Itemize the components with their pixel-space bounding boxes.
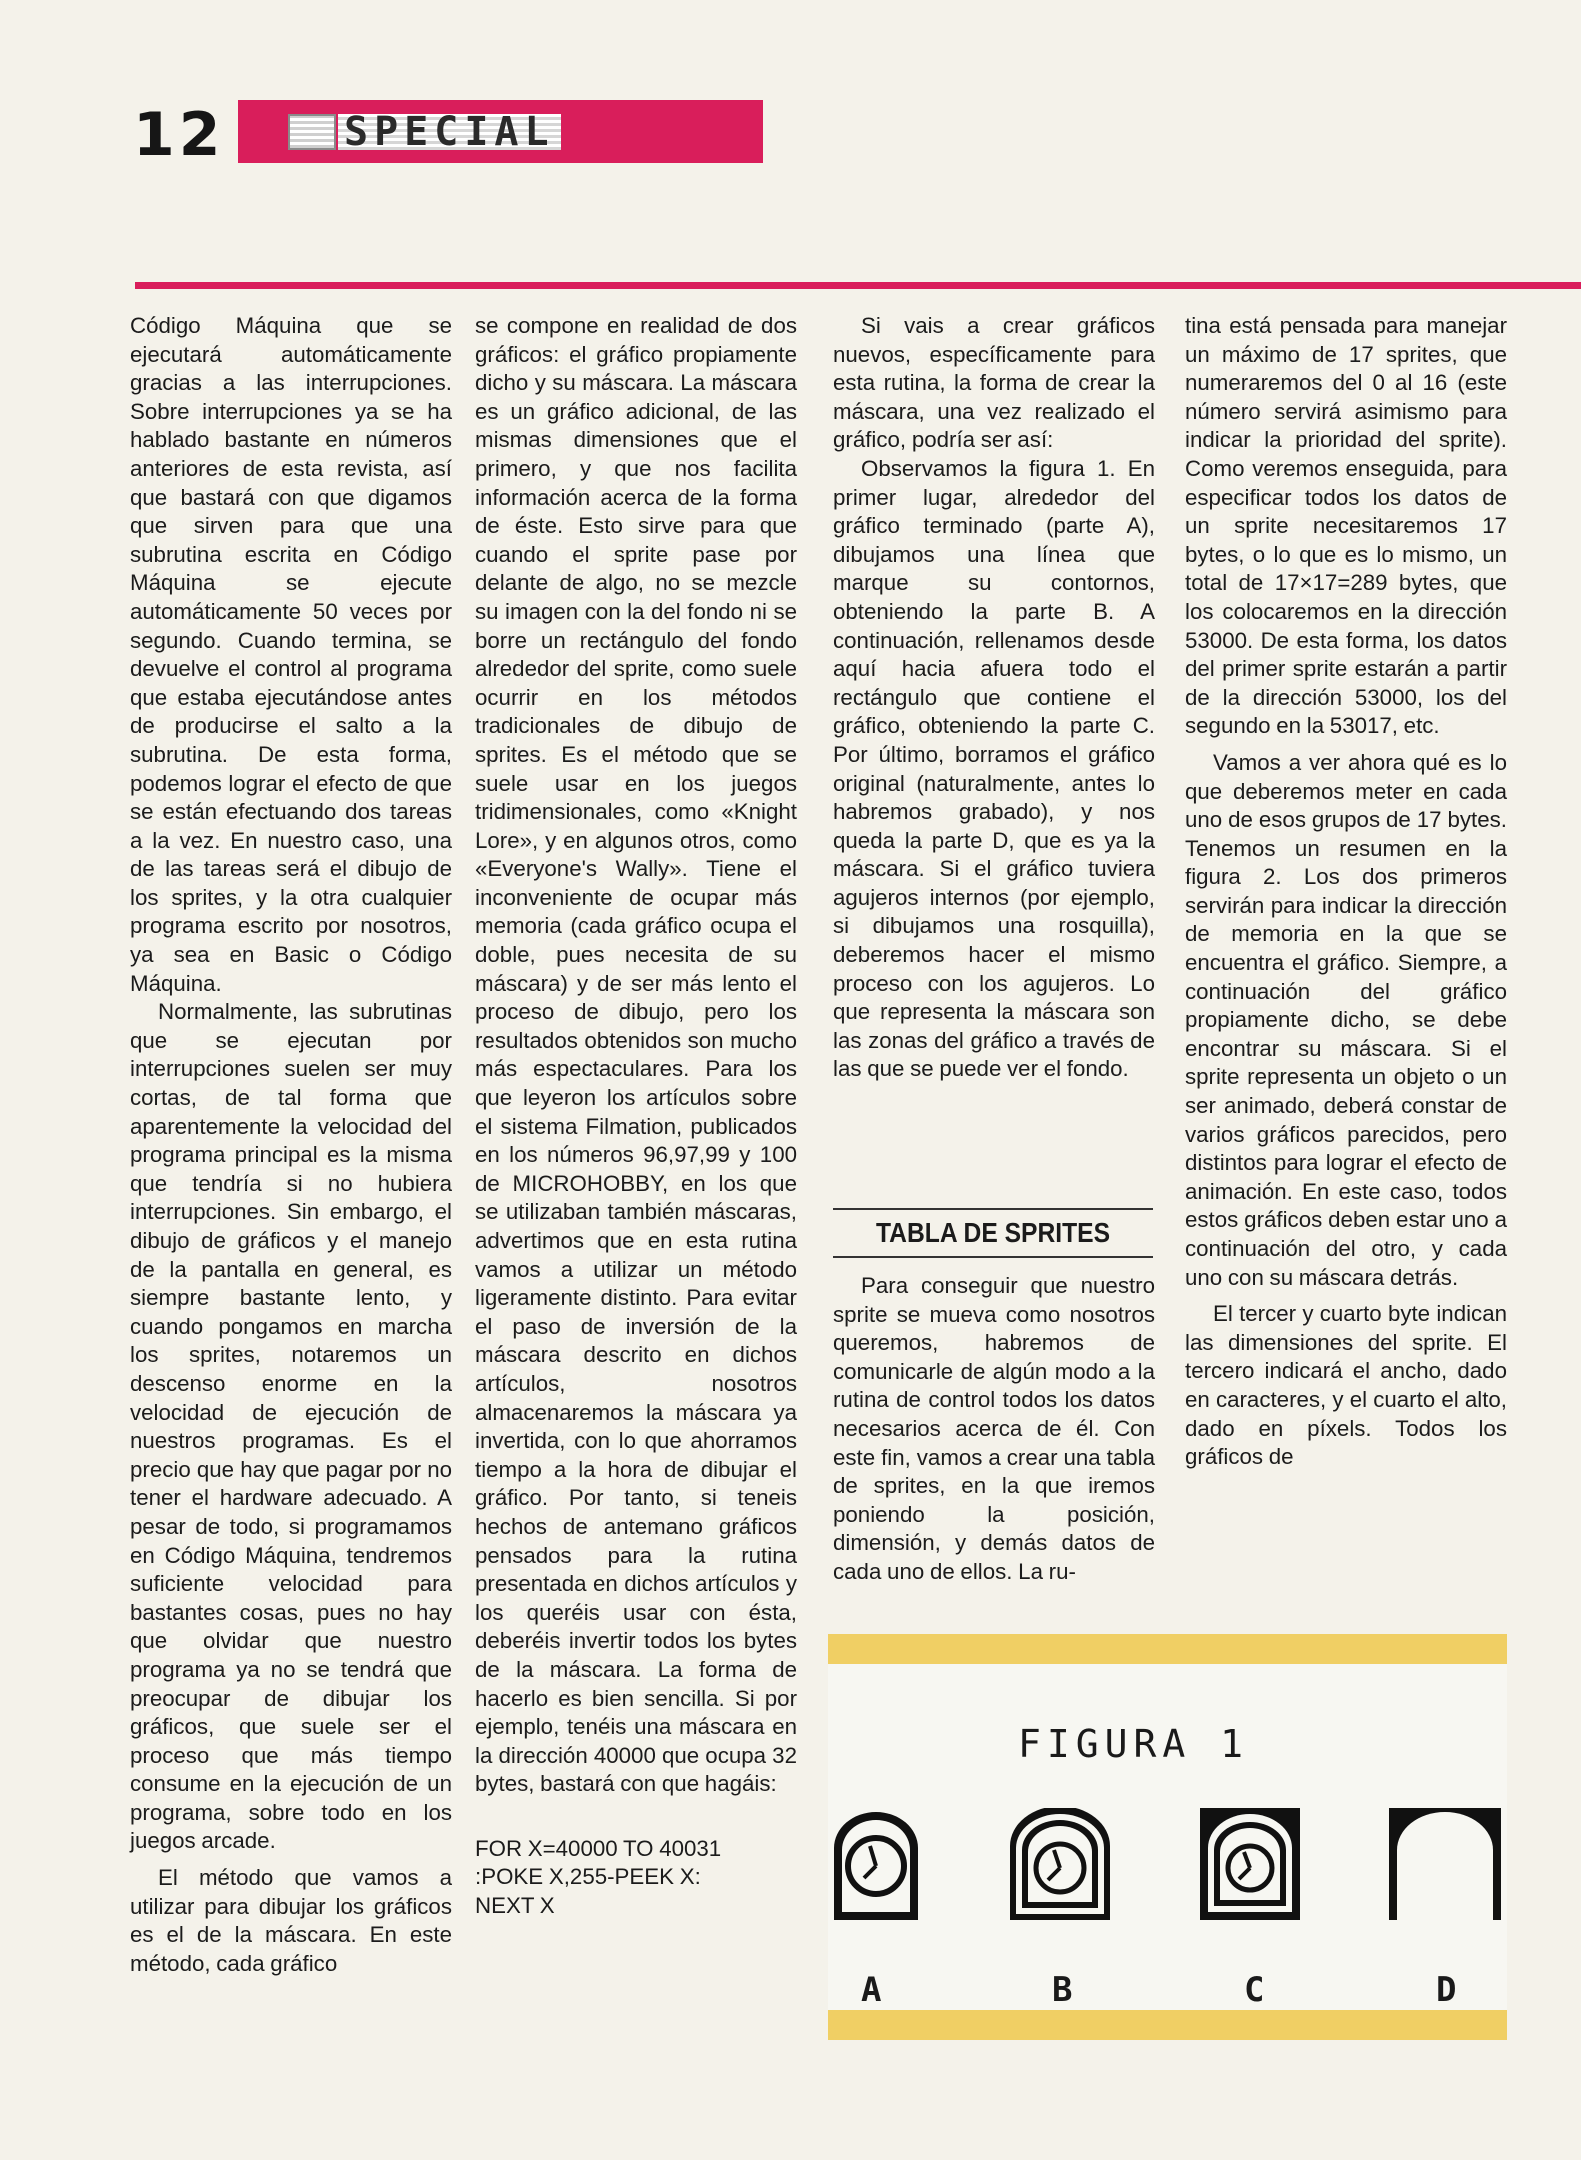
figure-1 xyxy=(828,1634,1507,2040)
paragraph: El tercer y cuarto byte indican las dimensiones del sprite. El tercero indicará el ancho, dado en caracteres, y el cuarto el alto, dado en píxels. Todos los gráficos de xyxy=(1185,1301,1507,1470)
figure-label-a: A xyxy=(861,1970,882,2010)
banner-swatch xyxy=(288,114,336,150)
column-3 xyxy=(833,312,1155,1084)
figure-title: FIGURA 1 xyxy=(1018,1722,1250,1766)
paragraph: Observamos la figura 1. En primer lugar, alrededor del gráfico terminado (parte A), dibujamos una línea que marque su contornos, obteniendo la parte B. A continuación, rellenamos desde aquí hacia afuera todo el rectángulo que contiene el gráfico, obteniendo la parte C. Por último, borramos el gráfico original (naturalmente, antes lo habremos grabado), y nos queda la parte D, que es ya la máscara. Si el gráfico tuviera agujeros internos (por ejemplo, si dibujamos una rosquilla), deberemos hacer el mismo proceso con los agujeros. Lo que representa la máscara son las zonas del gráfico a través de las que se puede ver el fondo. xyxy=(833,455,1155,1082)
figure-label-b: B xyxy=(1052,1970,1073,2010)
column-3-continued xyxy=(833,1272,1155,1587)
figure-label-c: C xyxy=(1244,1970,1265,2010)
paragraph: se compone en realidad de dos gráficos: el gráfico propiamente dicho y su máscara. La máscara es un gráfico adicional, de las mismas dimensiones que el primero, y que nos facilita información acerca de la forma de éste. Esto sirve para que cuando el sprite pase por delante de algo, no se mezcle su imagen con la del fondo ni se borre un rectángulo del fondo alrededor del sprite, como suele ocurrir en los métodos tradicionales de dibujo de sprites. Es el método que se suele usar en los juegos tridimensionales, como «Knight Lore», y en algunos otros, como «Everyone's Wally». Tiene el inconveniente de ocupar más memoria (cada gráfico ocupa el doble, pues necesita de su máscara) y de ser más lento el proceso de dibujo, pero los resultados obtenidos son mucho más espectaculares. Para los que leyeron los artículos sobre el sistema Filmation, publicados en los números 96,97,99 y 100 de MICROHOBBY, en los que se utilizaban también máscaras, advertimos que en esta rutina vamos a utilizar un método ligeramente distinto. Para evitar el paso de inversión de la máscara descrito en dichos artículos, nosotros almacenaremos la máscara ya invertida, con lo que ahorramos tiempo a la hora de dibujar el gráfico. Por tanto, si teneis hechos de antemano gráficos pensados para la rutina presentada en dichos artículos y los queréis usar con ésta, deberéis invertir todos los bytes de la máscara. La forma de hacerlo es bien sencilla. Si por ejemplo, tenéis una máscara en la dirección 40000 que ocupa 32 bytes, bastará con que hagáis: xyxy=(475,313,797,1797)
column-1 xyxy=(130,312,452,1978)
sprite-d-mask-icon xyxy=(1389,1808,1501,1920)
section-banner xyxy=(238,100,763,163)
code-line: FOR X=40000 TO 40031 xyxy=(475,1835,722,1861)
paragraph: Vamos a ver ahora qué es lo que deberemos meter en cada uno de esos grupos de 17 bytes. Tenemos un resumen en la figura 2. Los dos primeros servirán para indicar la dirección de memoria en la que se encuentra el gráfico. Siempre, a continuación del gráfico propiamente dicho, se debe encontrar su máscara. Si el sprite representa un objeto o un ser animado, deberá constar de varios gráficos parecidos, pero distintos para lograr el efecto de animación. En este caso, todos estos gráficos deben estar uno a continuación del otro, y cada uno con su máscara detrás. xyxy=(1185,749,1507,1290)
sprite-c-filled-clock-icon xyxy=(1200,1808,1300,1920)
paragraph: Para conseguir que nuestro sprite se mueva como nosotros queremos, habremos de comunicarle de algún modo a la rutina de control todos los datos necesarios acerca de él. Con este fin, vamos a crear una tabla de sprites, en la que iremos poniendo la posición, dimensión, y demás datos de cada uno de ellos. La ru- xyxy=(833,1273,1155,1584)
sprite-a-clock-icon xyxy=(828,1808,924,1920)
banner-title: SPECIAL xyxy=(338,114,561,150)
figure-label-d: D xyxy=(1436,1970,1457,2010)
header-rule xyxy=(135,282,1581,289)
page-number: 12 xyxy=(133,100,225,170)
column-2 xyxy=(475,312,797,1921)
code-line: NEXT X xyxy=(475,1893,555,1919)
paragraph: El método que vamos a utilizar para dibujar los gráficos es el de la máscara. En este método, cada gráfico xyxy=(130,1865,452,1976)
paragraph: tina está pensada para manejar un máximo de 17 sprites, que numeraremos del 0 al 16 (este número servirá asimismo para indicar la prioridad del sprite). Como veremos enseguida, para especificar todos los datos de un sprite necesitaremos 17 bytes, o lo que es lo mismo, un total de 17×17=289 bytes, que los colocaremos en la dirección 53000. De esta forma, los datos del primer sprite estarán a partir de la dirección 53000, los del segundo en la 53017, etc. xyxy=(1185,313,1507,739)
paragraph: Normalmente, las subrutinas que se ejecutan por interrupciones suelen ser muy cortas, de tal forma que aparentemente la velocidad del programa principal es la misma que tendría si no hubiera interrupciones. Sin embargo, el dibujo de gráficos y el manejo de la pantalla en general, es siempre bastante lento, y cuando pongamos en marcha los sprites, notaremos un descenso enorme en la velocidad de ejecución de nuestros programas. Es el precio que hay que pagar por no tener el hardware adecuado. A pesar de todo, si programamos en Código Máquina, tendremos suficiente velocidad para bastantes cosas, pues no hay que olvidar que nuestro programa ya no se tendrá que preocupar de dibujar los gráficos, que suele ser el proceso que más tiempo consume en la ejecución de un programa, sobre todo en los juegos arcade. xyxy=(130,999,452,1854)
code-line: :POKE X,255-PEEK X: xyxy=(475,1864,701,1890)
paragraph: Código Máquina que se ejecutará automáticamente gracias a las interrupciones. Sobre interrupciones ya se ha hablado bastante en números anteriores de esta revista, así que bastará con que digamos que sirven para que una subrutina escrita en Código Máquina se ejecute automáticamente 50 veces por segundo. Cuando termina, se devuelve el control al programa que estaba ejecutándose antes de producirse el salto a la subrutina. De esta forma, podemos lograr el efecto de que se están efectuando dos tareas a la vez. En nuestro caso, una de las tareas será el dibujo de los sprites, y la otra cualquier programa escrito por nosotros, ya sea en Basic o Código Máquina. xyxy=(130,313,452,996)
code-listing xyxy=(475,1835,797,1921)
column-4 xyxy=(1185,312,1507,1472)
section-heading-box xyxy=(833,1208,1153,1258)
section-heading: TABLA DE SPRITES xyxy=(875,1217,1111,1248)
sprite-b-outlined-clock-icon xyxy=(1010,1808,1110,1920)
paragraph: Si vais a crear gráficos nuevos, específicamente para esta rutina, la forma de crear la máscara, una vez realizado el gráfico, podría ser así: xyxy=(833,313,1155,453)
